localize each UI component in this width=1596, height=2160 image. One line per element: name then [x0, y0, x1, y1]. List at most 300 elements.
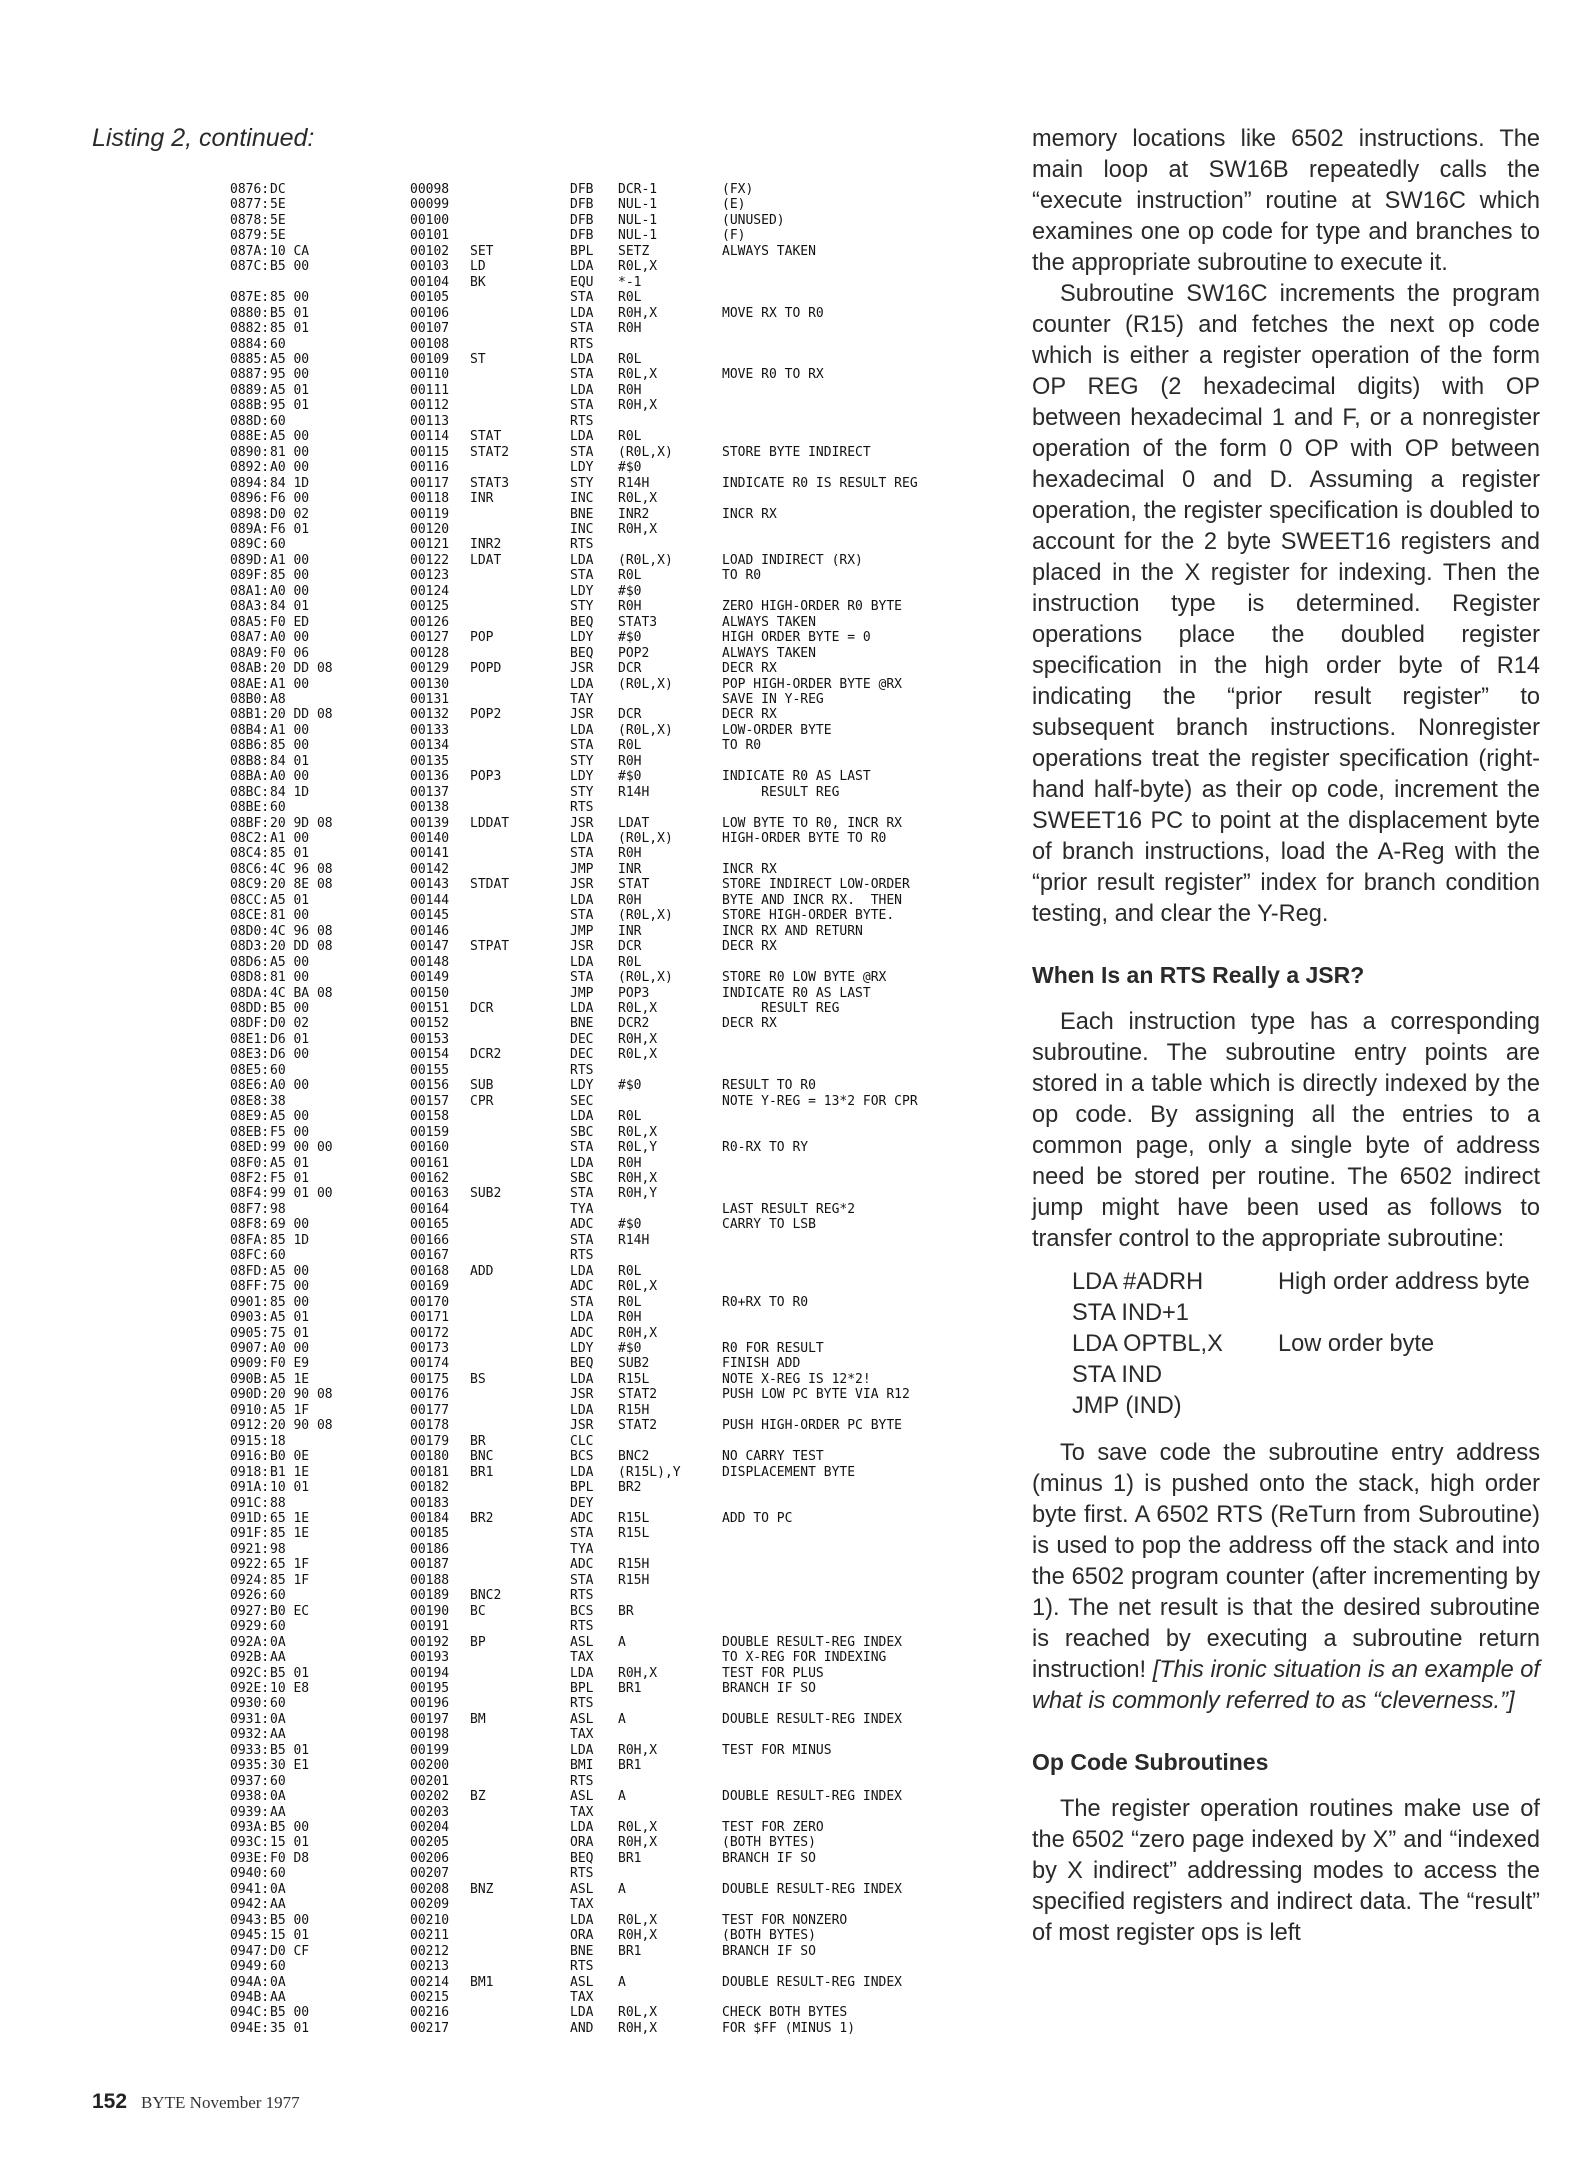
listing-comment: STORE R0 LOW BYTE @RX	[722, 970, 887, 986]
listing-line-number: 00159	[410, 1124, 450, 1140]
listing-address: 08DD:	[230, 1001, 270, 1017]
listing-operand: R0H,X	[618, 521, 658, 537]
listing-comment	[722, 537, 1020, 552]
listing-opcode: LDY	[570, 1340, 594, 1356]
listing-row	[230, 1835, 1020, 1850]
listing-object-code: 84 01	[270, 753, 310, 769]
listing-row	[230, 1666, 1020, 1681]
listing-label: LDDAT	[470, 815, 510, 831]
listing-line-number: 00203	[410, 1804, 450, 1820]
listing-address: 089C:	[230, 537, 270, 553]
listing-opcode: STA	[570, 1140, 594, 1156]
listing-row	[230, 1496, 1020, 1511]
listing-row	[230, 769, 1020, 784]
listing-address: 08CE:	[230, 908, 270, 924]
listing-operand: INR	[618, 861, 642, 877]
listing-opcode: LDY	[570, 1078, 594, 1094]
listing-operand	[618, 1542, 722, 1557]
listing-address: 093A:	[230, 1820, 270, 1836]
listing-comment: TEST FOR NONZERO	[722, 1912, 848, 1928]
listing-object-code: 65 1E	[270, 1510, 310, 1526]
listing-address: 08E1:	[230, 1031, 270, 1047]
listing-label	[470, 1310, 570, 1325]
listing-object-code: 81 00	[270, 970, 310, 986]
listing-comment	[722, 1403, 1020, 1418]
listing-operand: R15L	[618, 1526, 650, 1542]
listing-row	[230, 1356, 1020, 1371]
listing-opcode: LDA	[570, 259, 594, 275]
listing-comment	[722, 1156, 1020, 1171]
listing-object-code: 84 1D	[270, 475, 310, 491]
listing-line-number: 00153	[410, 1031, 450, 1047]
listing-opcode: STY	[570, 475, 594, 491]
listing-row	[230, 1186, 1020, 1201]
listing-comment: (UNUSED)	[722, 212, 785, 228]
listing-address: 0926:	[230, 1588, 270, 1604]
listing-operand	[618, 1897, 722, 1912]
listing-address: 087E:	[230, 290, 270, 306]
listing-opcode: BEQ	[570, 645, 594, 661]
listing-label	[470, 785, 570, 800]
listing-line-number: 00112	[410, 398, 450, 414]
listing-line-number: 00186	[410, 1541, 450, 1557]
listing-object-code: A0 00	[270, 460, 310, 476]
code-line	[1072, 1360, 1540, 1391]
listing-row	[230, 1465, 1020, 1480]
listing-label: BM	[470, 1711, 486, 1727]
listing-line-number: 00191	[410, 1619, 450, 1635]
listing-comment: INDICATE R0 IS RESULT REG	[722, 475, 918, 491]
listing-label: SUB	[470, 1078, 494, 1094]
listing-object-code: 60	[270, 1619, 286, 1635]
listing-line-number: 00175	[410, 1371, 450, 1387]
listing-operand: SUB2	[618, 1356, 650, 1372]
listing-object-code: A1 00	[270, 552, 310, 568]
listing-label	[470, 1913, 570, 1928]
listing-object-code: 0A	[270, 1881, 286, 1897]
listing-row	[230, 429, 1020, 444]
listing-comment	[722, 1186, 1020, 1201]
listing-label	[470, 414, 570, 429]
listing-object-code: 95 01	[270, 398, 310, 414]
listing-address: 0882:	[230, 321, 270, 337]
listing-operand: DCR	[618, 939, 642, 955]
listing-label	[470, 692, 570, 707]
listing-comment: RESULT REG	[722, 1001, 840, 1017]
listing-row	[230, 1001, 1020, 1016]
listing-comment: (E)	[722, 197, 746, 213]
listing-comment	[722, 321, 1020, 336]
listing-opcode: ADC	[570, 1325, 594, 1341]
listing-address: 0887:	[230, 367, 270, 383]
listing-address: 0903:	[230, 1310, 270, 1326]
listing-line-number: 00180	[410, 1449, 450, 1465]
listing-comment	[722, 800, 1020, 815]
listing-operand: (R0L,X)	[618, 444, 673, 460]
listing-label: LD	[470, 259, 486, 275]
listing-object-code: 60	[270, 413, 286, 429]
listing-object-code: D0 02	[270, 1016, 310, 1032]
listing-comment	[722, 259, 1020, 274]
listing-object-code: 60	[270, 1959, 286, 1975]
listing-operand	[618, 1202, 722, 1217]
listing-address: 089F:	[230, 568, 270, 584]
listing-operand: R0L	[618, 568, 642, 584]
listing-object-code: B0 EC	[270, 1603, 310, 1619]
listing-comment: ZERO HIGH-ORDER R0 BYTE	[722, 599, 903, 615]
listing-comment: ADD TO PC	[722, 1510, 793, 1526]
listing-opcode: LDA	[570, 1109, 594, 1125]
listing-address: 08B6:	[230, 738, 270, 754]
listing-object-code: A5 00	[270, 1263, 310, 1279]
listing-line-number: 00121	[410, 537, 450, 553]
listing-opcode: JMP	[570, 985, 594, 1001]
listing-line-number: 00187	[410, 1557, 450, 1573]
listing-comment	[722, 1032, 1020, 1047]
listing-object-code: F6 00	[270, 491, 310, 507]
listing-row	[230, 1913, 1020, 1928]
listing-line-number: 00118	[410, 491, 450, 507]
paragraph-text: To save code the subroutine entry address (minus 1) is pushed onto the stack, high order byte first. A 6502 RTS (ReTurn from Subroutine) is used to pop the address off the stack and into the 6502 program counter (after incrementing by 1). The net result is that the desired subroutine is reached by executing a subroutine return instruction!	[1032, 1440, 1540, 1683]
listing-operand	[618, 414, 722, 429]
listing-opcode: ORA	[570, 1928, 594, 1944]
listing-address: 091F:	[230, 1526, 270, 1542]
listing-opcode: LDA	[570, 1155, 594, 1171]
listing-operand: STAT2	[618, 1387, 658, 1403]
page-footer	[92, 2090, 300, 2114]
listing-address: 0941:	[230, 1881, 270, 1897]
listing-row	[230, 1789, 1020, 1804]
listing-row	[230, 970, 1020, 985]
listing-object-code: B5 01	[270, 305, 310, 321]
listing-comment: TO R0	[722, 738, 762, 754]
listing-operand: R0H,X	[618, 1928, 658, 1944]
code-example	[1072, 1267, 1540, 1422]
listing-operand: R0H	[618, 382, 642, 398]
listing-comment: R0 FOR RESULT	[722, 1340, 824, 1356]
listing-label	[470, 1820, 570, 1835]
listing-label: POPD	[470, 661, 502, 677]
listing-opcode: LDA	[570, 1001, 594, 1017]
listing-address: 08BF:	[230, 815, 270, 831]
listing-object-code: 65 1F	[270, 1557, 310, 1573]
listing-opcode: ASL	[570, 1789, 594, 1805]
listing-object-code: 99 01 00	[270, 1186, 333, 1202]
listing-label: POP	[470, 630, 494, 646]
listing-comment	[722, 429, 1020, 444]
code-instruction: STA IND+1	[1072, 1300, 1189, 1326]
listing-opcode: STA	[570, 1572, 594, 1588]
listing-object-code: F0 06	[270, 645, 310, 661]
listing-object-code: 60	[270, 1248, 286, 1264]
listing-address: 091C:	[230, 1495, 270, 1511]
listing-comment: BRANCH IF SO	[722, 1850, 816, 1866]
listing-comment: (BOTH BYTES)	[722, 1928, 816, 1944]
listing-address: 0892:	[230, 460, 270, 476]
listing-operand: R0H,X	[618, 1031, 658, 1047]
listing-row	[230, 692, 1020, 707]
listing-line-number: 00146	[410, 923, 450, 939]
listing-line-number: 00201	[410, 1773, 450, 1789]
listing-row	[230, 1990, 1020, 2005]
listing-comment: STORE BYTE INDIRECT	[722, 444, 871, 460]
listing-operand: R0L,X	[618, 1001, 658, 1017]
listing-address: 08AB:	[230, 661, 270, 677]
listing-row	[230, 290, 1020, 305]
listing-object-code: 98	[270, 1541, 286, 1557]
listing-comment	[722, 1233, 1020, 1248]
listing-opcode: STA	[570, 1232, 594, 1248]
listing-line-number: 00138	[410, 800, 450, 816]
editor-note: [This ironic situation is an example of what is commonly referred to as “cleverness.”]	[1032, 1657, 1540, 1714]
listing-opcode: STA	[570, 738, 594, 754]
listing-object-code: 85 01	[270, 846, 310, 862]
listing-address: 0898:	[230, 506, 270, 522]
listing-operand: R0L,Y	[618, 1140, 658, 1156]
listing-opcode: AND	[570, 2020, 594, 2036]
listing-line-number: 00148	[410, 954, 450, 970]
listing-row	[230, 1851, 1020, 1866]
listing-operand: BR	[618, 1603, 634, 1619]
listing-label	[470, 800, 570, 815]
listing-opcode: LDA	[570, 1912, 594, 1928]
listing-object-code: 20 90 08	[270, 1418, 333, 1434]
listing-label	[470, 1542, 570, 1557]
code-line	[1072, 1298, 1540, 1329]
listing-opcode: LDA	[570, 722, 594, 738]
listing-opcode: BNE	[570, 1016, 594, 1032]
listing-address: 08A7:	[230, 630, 270, 646]
listing-label	[470, 1418, 570, 1433]
listing-line-number: 00183	[410, 1495, 450, 1511]
listing-operand	[618, 337, 722, 352]
listing-object-code: 60	[270, 336, 286, 352]
listing-label	[470, 955, 570, 970]
listing-opcode: ASL	[570, 1711, 594, 1727]
listing-row	[230, 1310, 1020, 1325]
listing-label	[470, 1171, 570, 1186]
listing-comment	[722, 1542, 1020, 1557]
listing-address: 08E9:	[230, 1109, 270, 1125]
listing-line-number: 00162	[410, 1171, 450, 1186]
listing-label	[470, 1650, 570, 1665]
listing-row	[230, 1928, 1020, 1943]
listing-operand: R0L,X	[618, 259, 658, 275]
listing-line-number: 00109	[410, 351, 450, 367]
listing-operand: POP2	[618, 645, 650, 661]
listing-operand: R0L,X	[618, 367, 658, 383]
listing-comment	[722, 522, 1020, 537]
listing-line-number: 00108	[410, 336, 450, 352]
listing-label	[470, 507, 570, 522]
listing-row	[230, 955, 1020, 970]
listing-address: 0932:	[230, 1727, 270, 1743]
listing-operand: #$0	[618, 1078, 642, 1094]
listing-label: POP3	[470, 769, 502, 785]
listing-address: 0918:	[230, 1464, 270, 1480]
listing-address: 093E:	[230, 1850, 270, 1866]
listing-line-number: 00211	[410, 1928, 450, 1944]
listing-line-number: 00174	[410, 1356, 450, 1372]
listing-row	[230, 630, 1020, 645]
listing-comment: STORE HIGH-ORDER BYTE.	[722, 908, 895, 924]
listing-operand: SETZ	[618, 243, 650, 259]
listing-line-number: 00147	[410, 939, 450, 955]
listing-opcode: RTS	[570, 413, 594, 429]
listing-operand: R15H	[618, 1572, 650, 1588]
listing-row	[230, 228, 1020, 243]
listing-object-code: 60	[270, 1062, 286, 1078]
listing-object-code: B5 00	[270, 1820, 310, 1836]
listing-operand	[618, 1248, 722, 1263]
listing-operand: R14H	[618, 784, 650, 800]
listing-operand	[618, 1650, 722, 1665]
listing-row	[230, 306, 1020, 321]
listing-comment: R0+RX TO R0	[722, 1294, 809, 1310]
listing-comment	[722, 1063, 1020, 1078]
listing-row	[230, 1944, 1020, 1959]
listing-line-number: 00120	[410, 521, 450, 537]
listing-object-code: AA	[270, 1650, 286, 1666]
listing-label	[470, 1140, 570, 1155]
listing-operand: R15H	[618, 1557, 650, 1573]
listing-label	[470, 1387, 570, 1402]
listing-operand: R0H	[618, 846, 642, 862]
listing-comment	[722, 290, 1020, 305]
listing-line-number: 00124	[410, 583, 450, 599]
listing-line-number: 00103	[410, 259, 450, 275]
listing-comment: ALWAYS TAKEN	[722, 645, 816, 661]
listing-comment	[722, 1248, 1020, 1263]
listing-opcode: RTS	[570, 336, 594, 352]
listing-address: 0896:	[230, 491, 270, 507]
listing-operand: R0H,X	[618, 1665, 658, 1681]
listing-operand: R0L	[618, 290, 642, 306]
listing-address: 08C4:	[230, 846, 270, 862]
listing-line-number: 00185	[410, 1526, 450, 1542]
listing-address: 08A1:	[230, 583, 270, 599]
listing-address: 08AE:	[230, 676, 270, 692]
listing-row	[230, 1140, 1020, 1155]
listing-opcode: BEQ	[570, 614, 594, 630]
listing-operand: R0H	[618, 1310, 642, 1326]
listing-comment: FOR $FF (MINUS 1)	[722, 2020, 856, 2036]
listing-comment: NOTE Y-REG = 13*2 FOR CPR	[722, 1093, 918, 1109]
listing-object-code: B5 01	[270, 1742, 310, 1758]
listing-comment	[722, 1171, 1020, 1186]
listing-label: BC	[470, 1603, 486, 1619]
listing-address: 0933:	[230, 1742, 270, 1758]
listing-object-code: 15 01	[270, 1835, 310, 1851]
code-instruction: LDA #ADRH	[1072, 1269, 1204, 1295]
article-paragraph: memory locations like 6502 instructions. The main loop at SW16B repeatedly calls the “execute instruction” routine at SW16C which examines one op code for type and branches to the appropriate subroutine to execute it.	[1032, 126, 1540, 276]
listing-address: 0935:	[230, 1758, 270, 1774]
listing-label	[470, 908, 570, 923]
listing-operand: A	[618, 1881, 626, 1897]
listing-address: 08D3:	[230, 939, 270, 955]
listing-row	[230, 337, 1020, 352]
listing-line-number: 00100	[410, 212, 450, 228]
listing-opcode: LDA	[570, 1820, 594, 1836]
listing-label	[470, 1944, 570, 1959]
listing-label: BS	[470, 1371, 486, 1387]
listing-line-number: 00195	[410, 1680, 450, 1696]
listing-line-number: 00119	[410, 506, 450, 522]
listing-label	[470, 460, 570, 475]
code-line	[1072, 1391, 1540, 1422]
listing-row	[230, 1125, 1020, 1140]
listing-address: 0943:	[230, 1912, 270, 1928]
listing-line-number: 00127	[410, 630, 450, 646]
listing-opcode: JSR	[570, 1387, 594, 1403]
listing-object-code: 85 00	[270, 290, 310, 306]
listing-comment: DISPLACEMENT BYTE	[722, 1464, 856, 1480]
listing-line-number: 00215	[410, 1990, 450, 2006]
code-comment: High order address byte	[1278, 1269, 1530, 1295]
listing-address: 0909:	[230, 1356, 270, 1372]
assembly-listing	[230, 182, 1020, 2036]
listing-opcode: RTS	[570, 800, 594, 816]
listing-row	[230, 197, 1020, 212]
listing-opcode: CLC	[570, 1433, 594, 1449]
listing-address: 0876:	[230, 182, 270, 197]
listing-opcode: DFB	[570, 197, 594, 213]
listing-comment: DOUBLE RESULT-REG INDEX	[722, 1974, 903, 1990]
listing-operand: R0H,X	[618, 1835, 658, 1851]
listing-opcode: LDA	[570, 954, 594, 970]
listing-object-code: 0A	[270, 1634, 286, 1650]
listing-comment: HIGH-ORDER BYTE TO R0	[722, 831, 887, 847]
listing-label	[470, 1851, 570, 1866]
listing-operand: *-1	[618, 274, 642, 290]
listing-label: BZ	[470, 1789, 486, 1805]
listing-row	[230, 1774, 1020, 1789]
article-paragraph	[1032, 1438, 1540, 1717]
listing-label	[470, 383, 570, 398]
listing-address: 091D:	[230, 1510, 270, 1526]
listing-label: DCR	[470, 1001, 494, 1017]
listing-comment: BYTE AND INCR RX. THEN	[722, 892, 903, 908]
listing-object-code: 85 00	[270, 1294, 310, 1310]
listing-label	[470, 584, 570, 599]
listing-object-code: 98	[270, 1201, 286, 1217]
listing-line-number: 00099	[410, 197, 450, 213]
listing-operand: NUL-1	[618, 228, 658, 244]
listing-object-code: A0 00	[270, 583, 310, 599]
listing-object-code: F0 ED	[270, 614, 310, 630]
listing-row	[230, 1866, 1020, 1881]
listing-label	[470, 1681, 570, 1696]
listing-line-number: 00125	[410, 599, 450, 615]
listing-label	[470, 1233, 570, 1248]
listing-opcode: DFB	[570, 212, 594, 228]
listing-label	[470, 1897, 570, 1912]
listing-address: 0885:	[230, 351, 270, 367]
listing-comment	[722, 1047, 1020, 1062]
listing-operand	[618, 1063, 722, 1078]
listing-line-number: 00107	[410, 321, 450, 337]
listing-opcode: STY	[570, 784, 594, 800]
listing-line-number: 00141	[410, 846, 450, 862]
listing-comment	[722, 955, 1020, 970]
listing-comment: TO R0	[722, 568, 762, 584]
listing-label	[470, 1696, 570, 1711]
listing-object-code: 60	[270, 800, 286, 816]
listing-line-number: 00207	[410, 1866, 450, 1882]
listing-object-code: 99 00 00	[270, 1140, 333, 1156]
listing-comment	[722, 1959, 1020, 1974]
code-instruction: STA IND	[1072, 1362, 1163, 1388]
